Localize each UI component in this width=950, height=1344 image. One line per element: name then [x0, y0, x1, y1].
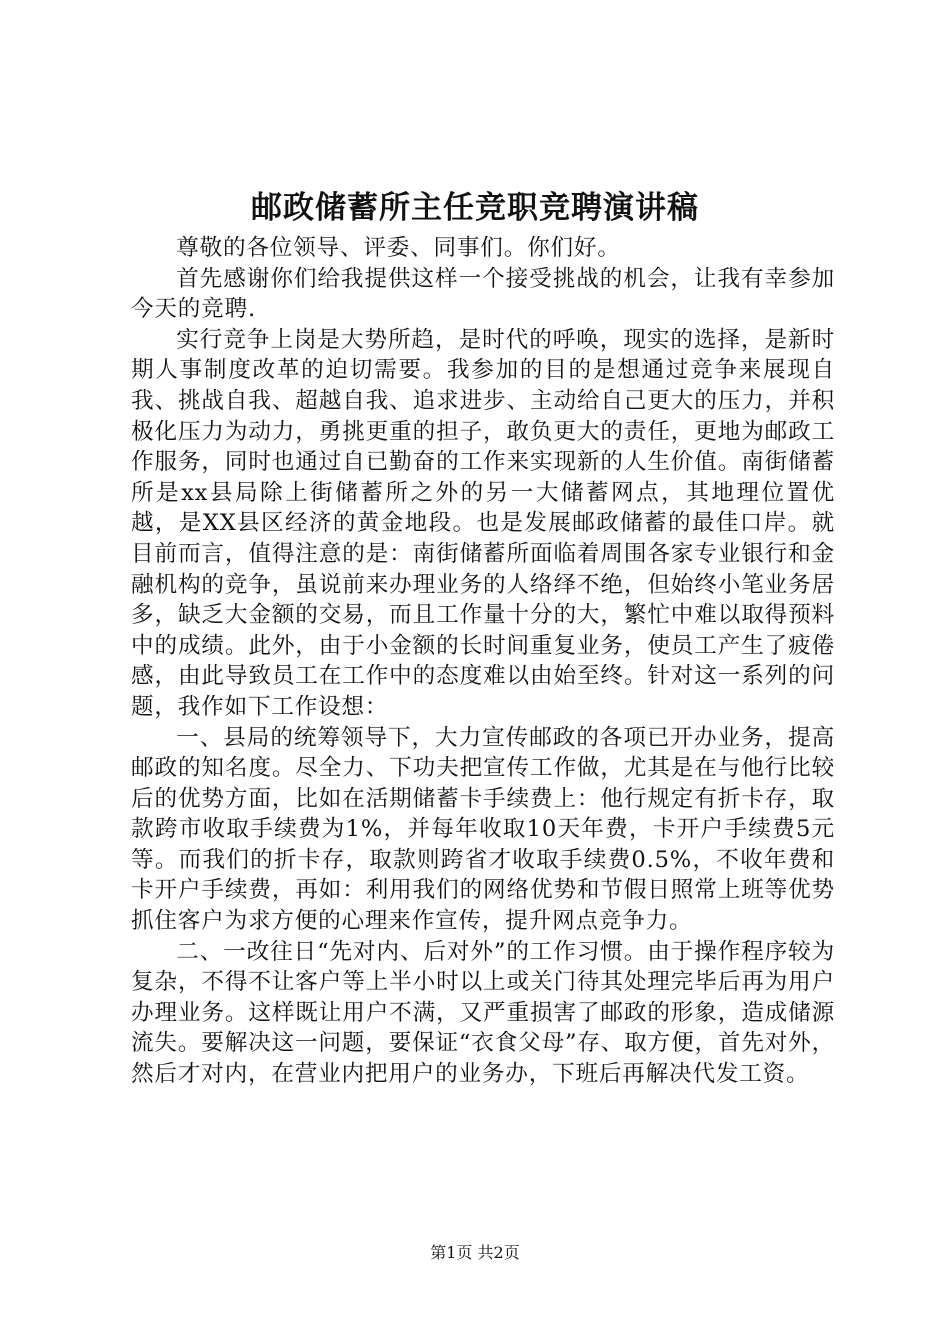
paragraph-motivation: 实行竞争上岗是大势所趋，是时代的呼唤，现实的选择，是新时期人事制度改革的迫切需要。我参加的目的是想通过竞争来展现自我、挑战自我、超越自我、追求进步、主动给自己更大的压力，并积极化压力为动力，勇挑更重的担子，敢负更大的责任，更地为邮政工作服务，同时也通过自已勤奋的工作来实现新的人生价值。南街储蓄所是xx县局除上街储蓄所之外的另一大储蓄网点，其地理位置优越，是XX县区经济的黄金地段。也是发展邮政储蓄的最佳口岸。就目前而言，值得注意的是：南街储蓄所面临着周围各家专业银行和金融机构的竞争，虽说前来办理业务的人络绎不绝，但始终小笔业务居多，缺乏大金额的交易，而且工作量十分的大，繁忙中难以取得预料中的成绩。此外，由于小金额的长时间重复业务，使员工产生了疲倦感，由此导致员工在工作中的态度难以由始至终。针对这一系列的问题，我作如下工作设想：: [131, 326, 835, 720]
page-number: 第1页 共2页: [430, 1243, 520, 1262]
paragraph-plan-two: 二、一改往日“先对内、后对外”的工作习惯。由于操作程序较为复杂，不得不让客户等上半小时以上或关门待其处理完毕后再为用户办理业务。这样既让用户不满，又严重损害了邮政的形象，造成储源流失。要解决这一问题，要保证“衣食父母”存、取方便，首先对外，然后才对内，在营业内把用户的业务办，下班后再解决代发工资。: [131, 938, 835, 1088]
paragraph-greeting: 尊敬的各位领导、评委、同事们。你们好。: [176, 235, 621, 261]
paragraph-thanks: 首先感谢你们给我提供这样一个接受挑战的机会，让我有幸参加今天的竞聘.: [131, 265, 835, 323]
paragraph-plan-one: 一、县局的统筹领导下，大力宣传邮政的各项已开办业务，提高邮政的知名度。尽全力、下功夫把宣传工作做，尤其是在与他行比较后的优势方面，比如在活期储蓄卡手续费上：他行规定有折卡存，取款跨市收取手续费为1%，并每年收取10天年费，卡开户手续费5元等。而我们的折卡存，取款则跨省才收取手续费0.5%，不收年费和卡开户手续费，再如：利用我们的网络优势和节假日照常上班等优势抓住客户为求方便的心理来作宣传，提升网点竞争力。: [131, 724, 835, 935]
document-body: [131, 233, 835, 1090]
document-title: 邮政储蓄所主任竞职竞聘演讲稿: [251, 190, 699, 226]
